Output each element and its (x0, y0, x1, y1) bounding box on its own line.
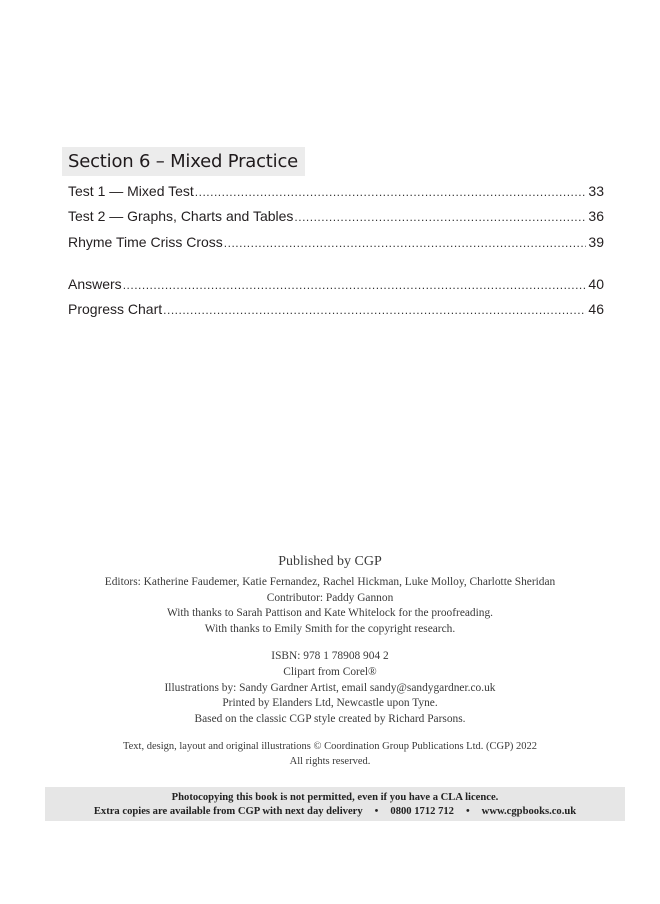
thanks-copyright-line: With thanks to Emily Smith for the copyright research. (204, 622, 456, 635)
toc-entry-title: Progress Chart (68, 301, 163, 318)
isbn-line: ISBN: 978 1 78908 904 2 (271, 650, 389, 663)
thanks-proofreading-line: With thanks to Sarah Pattison and Kate Whitelock for the proofreading. (166, 607, 494, 620)
toc-entry-title: Test 1 — Mixed Test (68, 183, 194, 199)
toc-entry[interactable] (68, 232, 604, 257)
toc-entry-title: Answers (68, 276, 122, 292)
published-by: Published by CGP (278, 554, 382, 569)
toc-entry-page: 33 (588, 183, 604, 199)
extra-copies-text: Extra copies are available from CGP with next day delivery (93, 806, 363, 817)
photocopy-notice: Photocopying this book is not permitted, even if you have a CLA licence. (171, 792, 499, 803)
toc-list (68, 181, 604, 257)
spacer (0, 727, 660, 739)
section-heading: Section 6 – Mixed Practice (62, 147, 305, 176)
publisher-credits (0, 552, 660, 769)
toc-entry[interactable] (68, 206, 604, 231)
clipart-line: Clipart from Corel® (283, 665, 377, 678)
toc-leader-dots (224, 233, 587, 253)
order-info (45, 804, 625, 819)
bullet-separator: • (465, 806, 470, 817)
contributor-line: Contributor: Paddy Gannon (266, 591, 394, 604)
toc-entry[interactable] (68, 181, 604, 206)
illustrations-line: Illustrations by: Sandy Gardner Artist, email sandy@sandygardner.co.uk (164, 681, 496, 694)
rights-line: All rights reserved. (289, 756, 371, 768)
toc-entry[interactable] (68, 274, 604, 299)
bullet-separator: • (374, 806, 379, 817)
toc-entry-page: 46 (588, 301, 604, 318)
footer-notice (45, 787, 625, 821)
based-on-line: Based on the classic CGP style created by Richard Parsons. (194, 712, 466, 725)
editors-line: Editors: Katherine Faudemer, Katie Fernandez, Rachel Hickman, Luke Molloy, Charlotte Sheridan (104, 576, 556, 588)
toc-entry[interactable] (68, 299, 604, 324)
copyright-line: Text, design, layout and original illustrations © Coordination Group Publications Ltd. (CGP) 2022 (122, 741, 538, 753)
toc-entry-title: Rhyme Time Criss Cross (68, 233, 223, 250)
toc-leader-dots (163, 300, 586, 320)
website-link[interactable]: www.cgpbooks.co.uk (481, 806, 577, 817)
printed-line: Printed by Elanders Ltd, Newcastle upon Tyne. (222, 697, 438, 710)
spacer (0, 637, 660, 649)
phone-number: 0800 1712 712 (390, 806, 454, 817)
toc-list (68, 274, 604, 325)
toc-entry-page: 36 (588, 208, 604, 225)
toc-leader-dots (195, 182, 587, 202)
toc-leader-dots (294, 207, 586, 227)
toc-leader-dots (123, 275, 587, 295)
toc-entry-page: 39 (588, 233, 604, 250)
toc-entry-page: 40 (588, 276, 604, 292)
toc-entry-title: Test 2 — Graphs, Charts and Tables (68, 208, 294, 225)
